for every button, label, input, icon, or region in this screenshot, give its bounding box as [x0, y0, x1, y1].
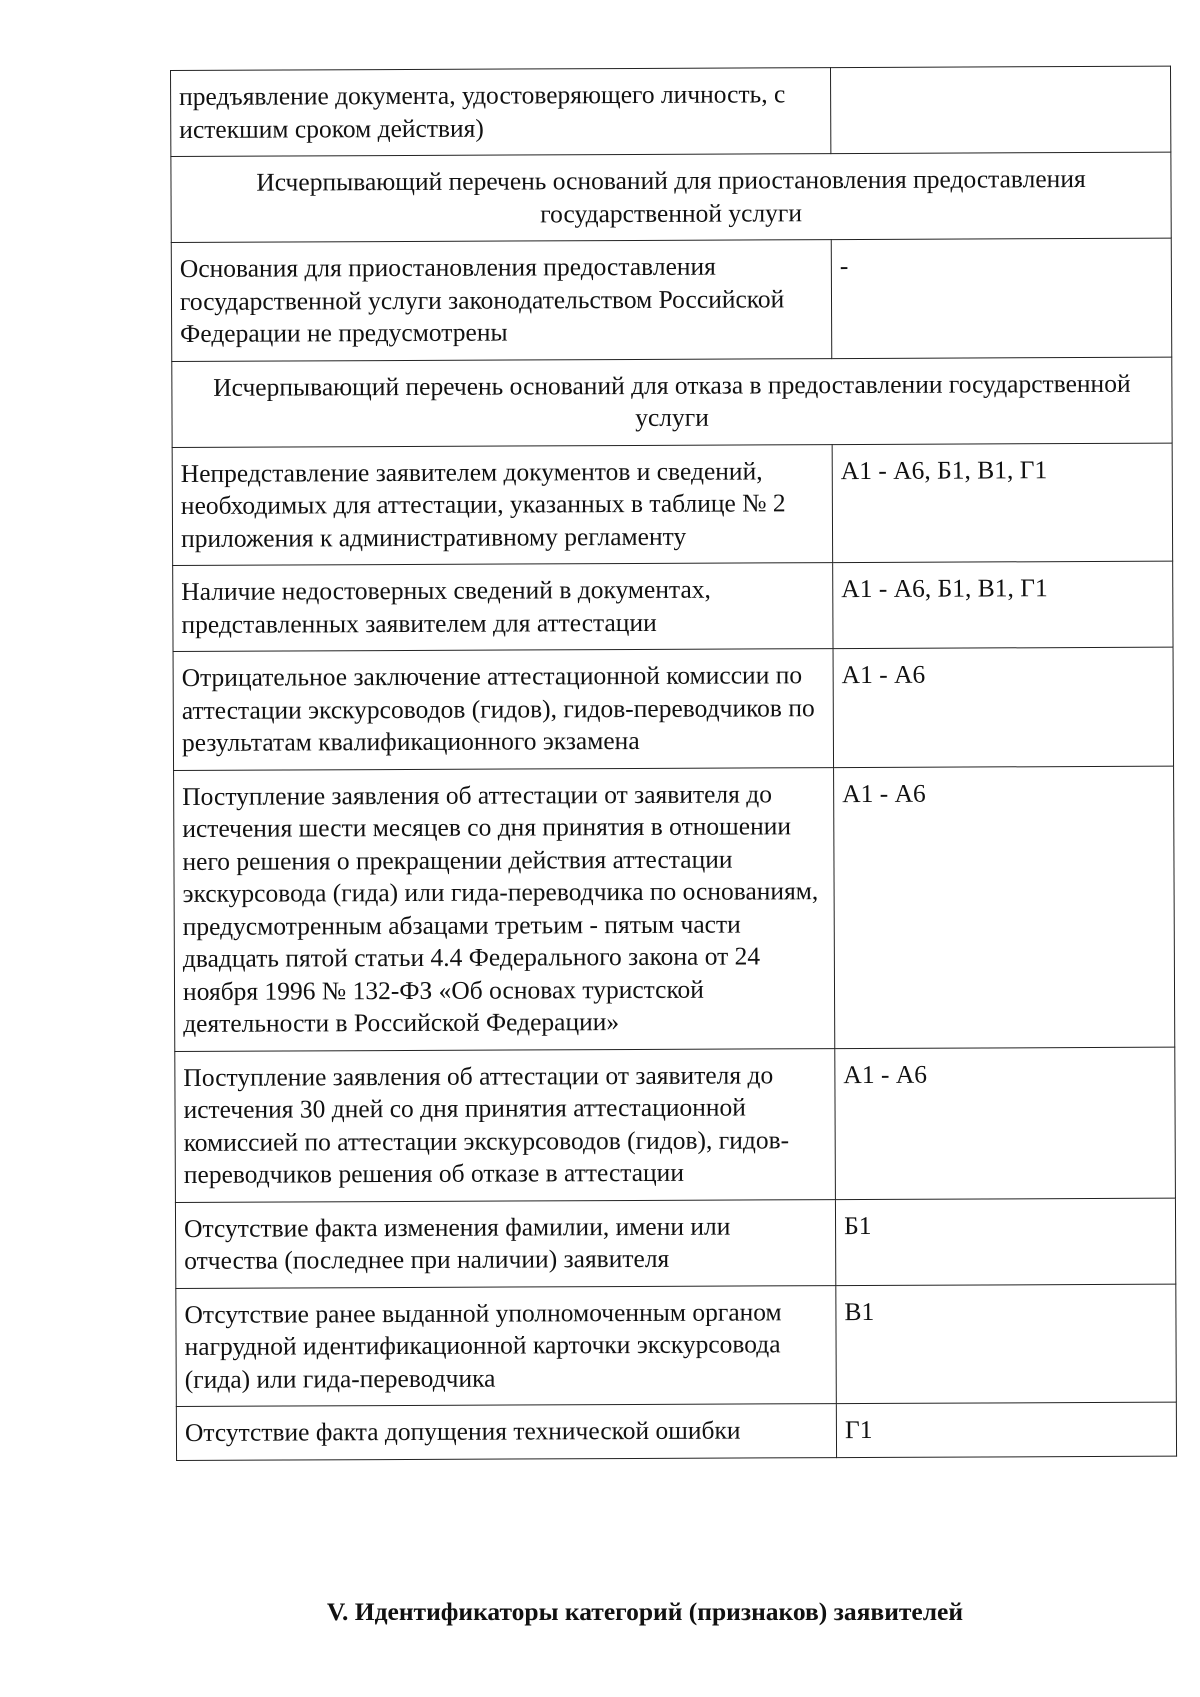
- reason-cell: Отсутствие ранее выданной уполномоченным органом нагрудной идентификационной карточки экскурсовода (гида) или гида-переводчика: [176, 1285, 837, 1406]
- reason-cell: предъявление документа, удостоверяющего личность, с истекшим сроком действия): [171, 68, 831, 157]
- table-row: [175, 1198, 1175, 1288]
- reason-cell: Поступление заявления об аттестации от заявителя до истечения 30 дней со дня принятия аттестационной комиссией по аттестации экскурсоводов (гидов), гидов-переводчиков решения об отказе в аттестации: [175, 1048, 836, 1202]
- grounds-table: [170, 66, 1177, 1461]
- applicant-code-cell: Г1: [836, 1402, 1176, 1457]
- section-header-row: [171, 152, 1171, 242]
- reason-cell: Основания для приостановления предоставления государственной услуги законодательством Российской Федерации не предусмотрены: [171, 240, 832, 361]
- applicant-code-cell: А1 - А6, Б1, В1, Г1: [832, 443, 1173, 563]
- reason-cell: Отрицательное заключение аттестационной комиссии по аттестации экскурсоводов (гидов), гидов-переводчиков по результатам квалификационного экзамена: [173, 649, 834, 770]
- applicant-code-cell: [830, 66, 1170, 153]
- table-row: [175, 1047, 1176, 1202]
- refusal-section-heading: Исчерпывающий перечень оснований для отказа в предоставлении государственной услуги: [172, 357, 1172, 447]
- suspension-section-heading: Исчерпывающий перечень оснований для приостановления предоставления государственной услуги: [171, 152, 1171, 242]
- applicant-code-cell: В1: [836, 1284, 1177, 1404]
- applicant-code-cell: А1 - А6: [834, 766, 1175, 1048]
- section-header-row: [172, 357, 1172, 447]
- table-row: [174, 766, 1175, 1051]
- applicant-code-cell: А1 - А6: [833, 647, 1174, 767]
- table-row: [176, 1402, 1176, 1460]
- reason-cell: Отсутствие факта изменения фамилии, имени или отчества (последнее при наличии) заявителя: [175, 1199, 835, 1288]
- reason-cell: Наличие недостоверных сведений в документах, представленных заявителем для аттестации: [173, 563, 833, 652]
- table-row: [171, 66, 1171, 156]
- reason-cell: Поступление заявления об аттестации от заявителя до истечения шести месяцев со дня принятия в отношении него решения о прекращении действия аттестации экскурсовода (гида) или гида-переводчика по основаниям, предусмотренным абзацами третьим - пятым части двадцать пятой статьи 4.4 Федерального закона от 24 ноября 1996 № 132-ФЗ «Об основах туристской деятельности в Российской Федерации»: [174, 767, 835, 1051]
- applicant-code-cell: Б1: [835, 1198, 1175, 1285]
- table-row: [176, 1284, 1177, 1407]
- table-row: [172, 443, 1173, 566]
- section-heading: V. Идентификаторы категорий (признаков) заявителей: [326, 1597, 964, 1626]
- reason-cell: Отсутствие факта допущения технической ошибки: [176, 1404, 836, 1460]
- reason-cell: Непредставление заявителем документов и сведений, необходимых для аттестации, указанных в таблице № 2 приложения к административному регламенту: [172, 444, 833, 565]
- applicant-code-cell: А1 - А6, Б1, В1, Г1: [833, 561, 1173, 648]
- table-row: [173, 647, 1174, 770]
- applicant-code-cell: А1 - А6: [835, 1047, 1176, 1199]
- table-row: [173, 561, 1173, 651]
- table-row: [171, 238, 1172, 361]
- applicant-code-cell: -: [831, 238, 1172, 358]
